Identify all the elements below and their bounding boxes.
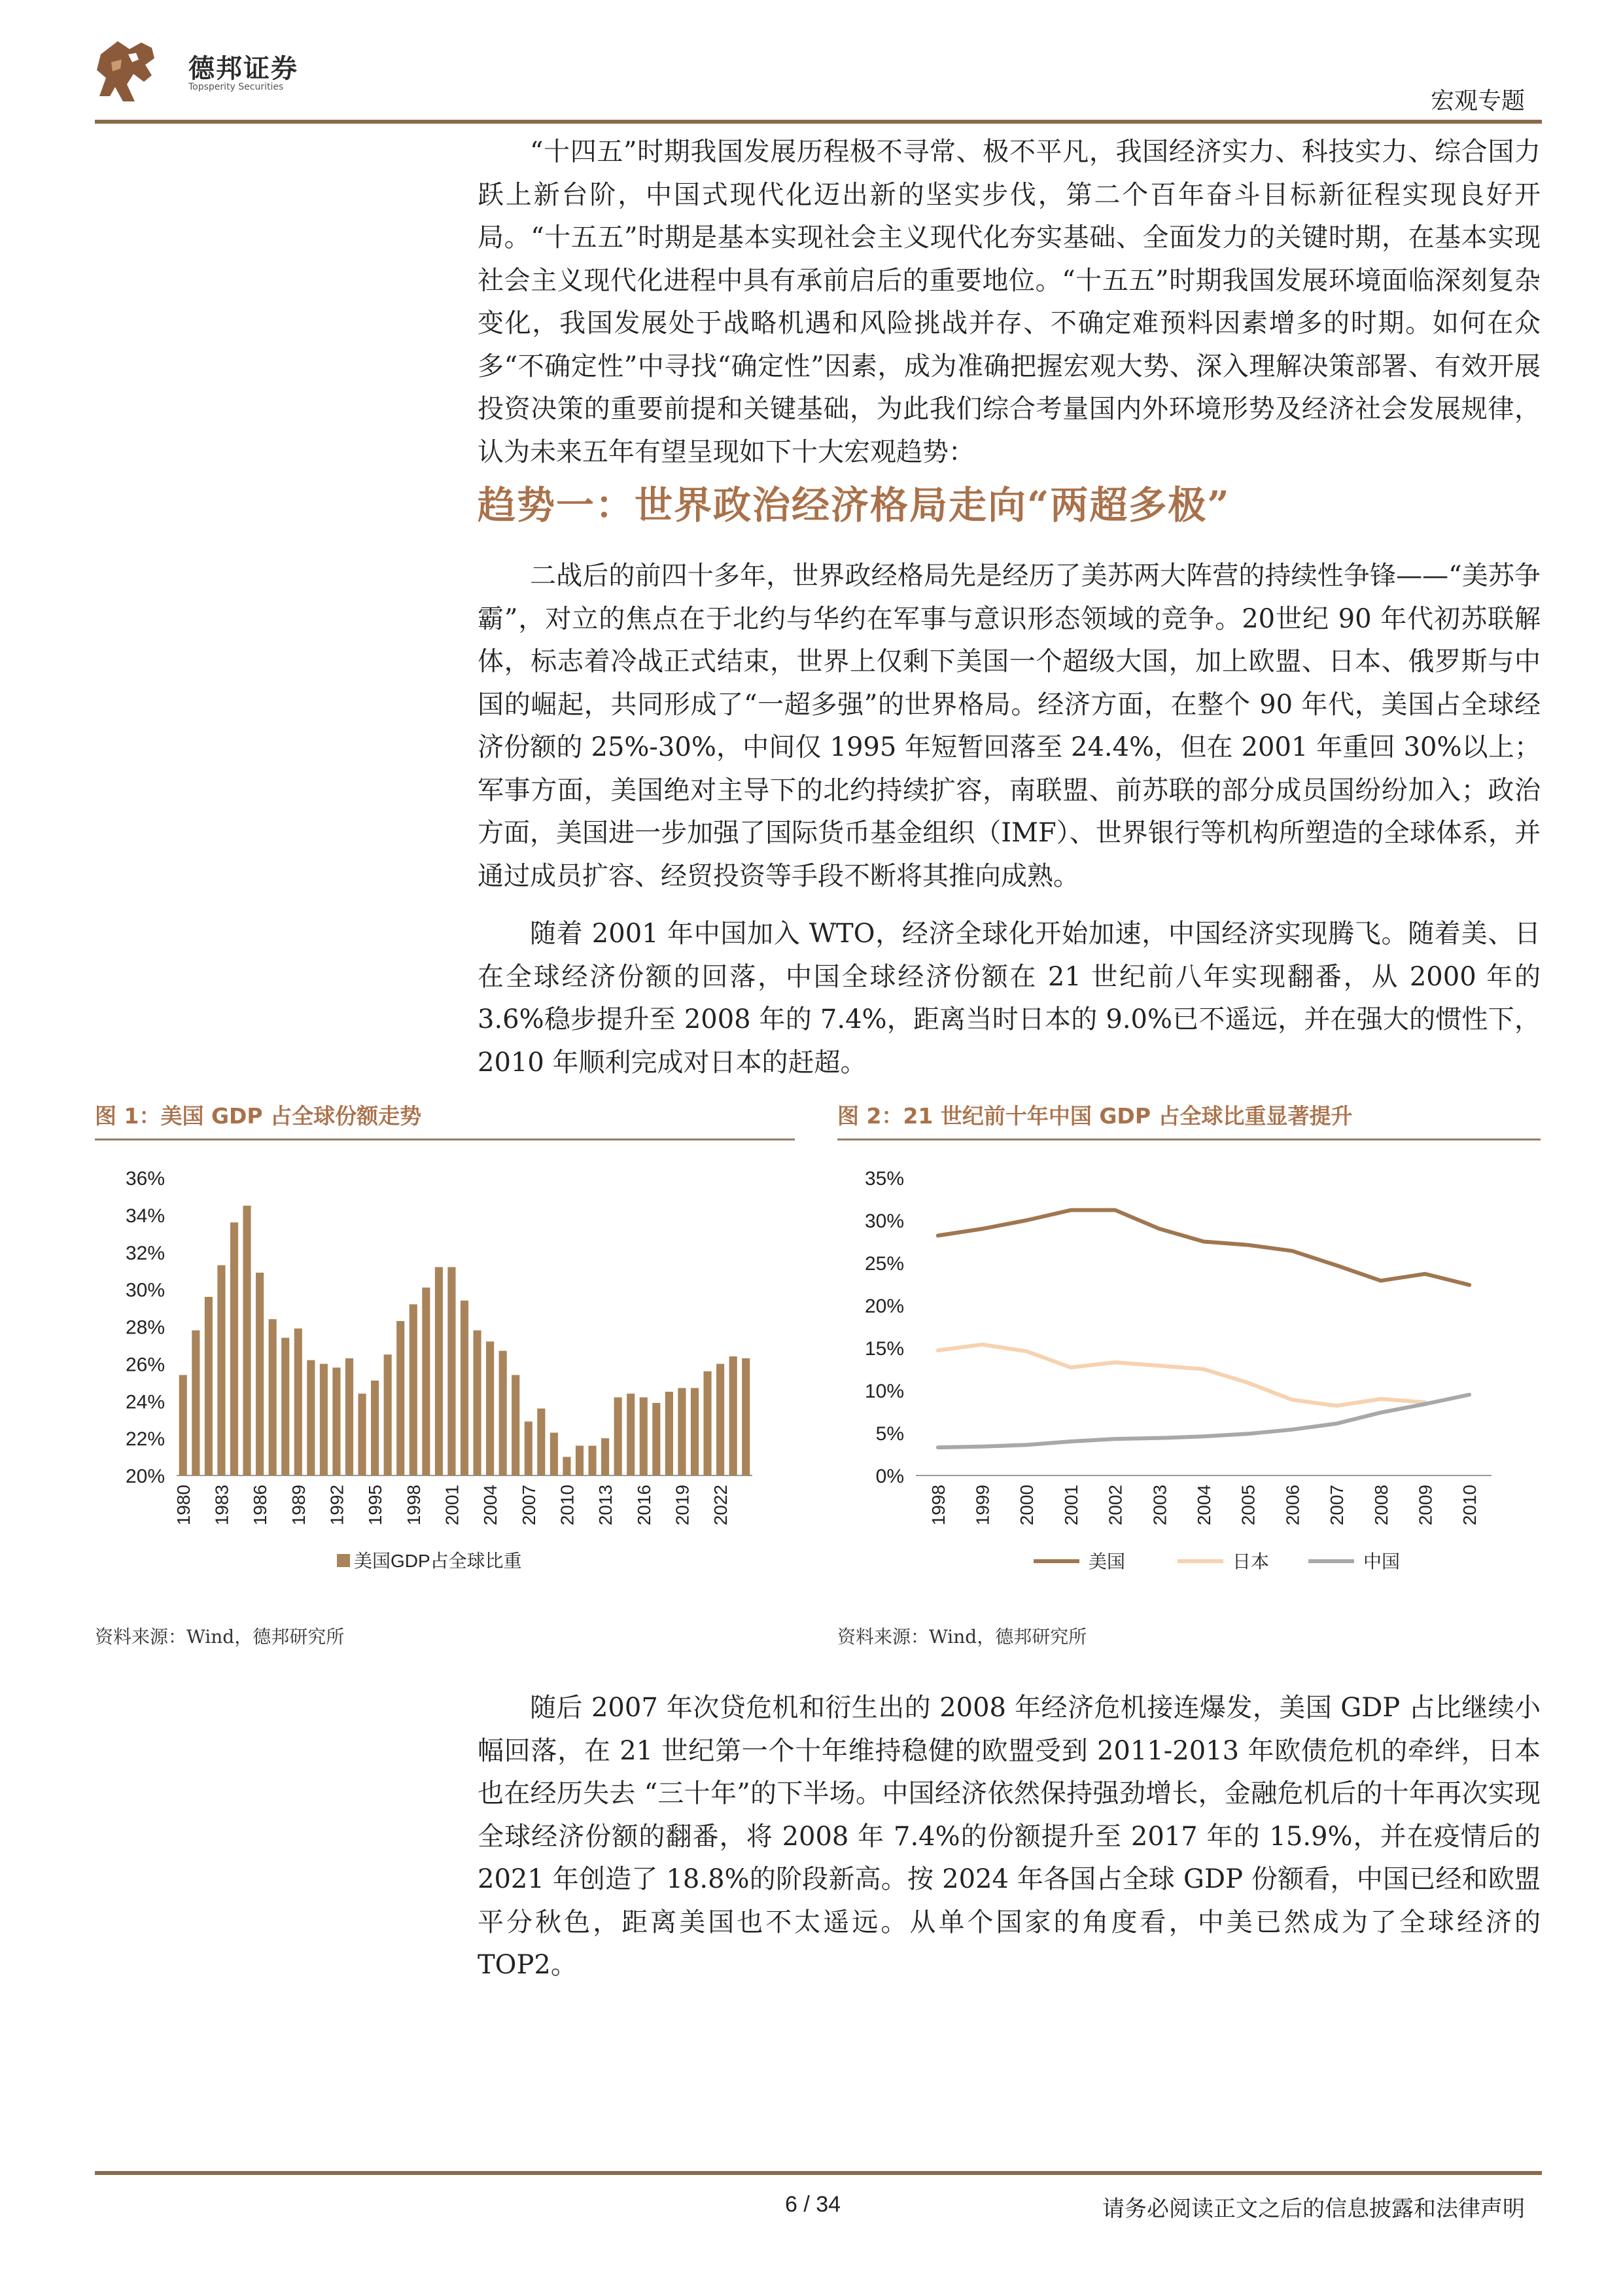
bar xyxy=(371,1381,379,1475)
bar xyxy=(550,1433,558,1475)
x-tick-label: 1989 xyxy=(288,1485,309,1526)
bar xyxy=(358,1394,366,1475)
y-tick-label: 35% xyxy=(864,1168,904,1190)
x-tick-label: 2004 xyxy=(480,1485,501,1526)
x-tick-label: 2019 xyxy=(672,1485,693,1526)
legend-swatch xyxy=(337,1554,350,1567)
x-tick-label: 2013 xyxy=(595,1485,616,1526)
bar xyxy=(588,1446,596,1476)
figure-1-rule xyxy=(95,1139,795,1140)
bar xyxy=(499,1351,507,1475)
bar xyxy=(537,1409,545,1475)
bar xyxy=(703,1371,711,1475)
bar xyxy=(384,1354,392,1475)
x-tick-label: 2007 xyxy=(518,1485,539,1526)
x-tick-label: 2005 xyxy=(1238,1485,1259,1526)
bar xyxy=(179,1375,187,1475)
bar xyxy=(691,1388,699,1475)
y-tick-label: 36% xyxy=(125,1168,165,1190)
bar xyxy=(320,1364,328,1475)
section-heading: 趋势一：世界政治经济格局走向“两超多极” xyxy=(478,483,1230,527)
figure-2-rule xyxy=(837,1139,1541,1140)
bar xyxy=(256,1273,264,1475)
bar xyxy=(281,1338,289,1475)
bar xyxy=(640,1398,648,1475)
bar xyxy=(525,1422,532,1475)
bar xyxy=(230,1222,238,1475)
bar xyxy=(512,1375,519,1475)
x-tick-label: 2010 xyxy=(1459,1485,1480,1526)
x-tick-label: 2008 xyxy=(1370,1485,1391,1526)
bar xyxy=(435,1267,443,1476)
y-tick-label: 30% xyxy=(864,1210,904,1232)
x-tick-label: 2004 xyxy=(1194,1485,1214,1526)
y-tick-label: 0% xyxy=(875,1466,904,1487)
bar xyxy=(447,1267,455,1476)
bar xyxy=(678,1388,686,1475)
bar xyxy=(563,1457,570,1475)
y-tick-label: 32% xyxy=(125,1242,165,1264)
y-tick-label: 5% xyxy=(875,1423,904,1445)
bar xyxy=(192,1330,200,1475)
legend-label: 美国GDP占全球比重 xyxy=(354,1551,522,1571)
y-tick-label: 28% xyxy=(125,1316,165,1339)
bar xyxy=(627,1394,635,1475)
series-line xyxy=(938,1210,1469,1284)
bar xyxy=(742,1358,750,1475)
x-tick-label: 1986 xyxy=(250,1485,271,1526)
bar xyxy=(614,1398,622,1475)
x-tick-label: 1992 xyxy=(326,1485,347,1526)
legend-label: 美国 xyxy=(1089,1551,1126,1572)
series-line xyxy=(938,1345,1425,1406)
bar xyxy=(461,1301,468,1475)
bar xyxy=(410,1304,417,1475)
bar xyxy=(396,1321,404,1475)
figure-2-source: 资料来源：Wind，德邦研究所 xyxy=(837,1626,1087,1648)
intro-paragraph: “十四五”时期我国发展历程极不寻常、极不平凡，我国经济实力、科技实力、综合国力跃上新台阶，中国式现代化迈出新的坚实步伐，第二个百年奋斗目标新征程实现良好开局。“十五五”时期是基本实现社会主义现代化夯实基础、全面发力的关键时期，在基本实现社会主义现代化进程中具有承前启后的重要地位。“十五五”时期我国发展环境面临深刻复杂变化，我国发展处于战略机遇和风险挑战并存、不确定难预料因素增多的时期。如何在众多“不确定性”中寻找“确定性”因素，成为准确把握宏观大势、深入理解决策部署、有效开展投资决策的重要前提和关键基础，为此我们综合考量国内外环境形势及经济社会发展规律，认为未来五年有望呈现如下十大宏观趋势： xyxy=(478,137,1541,467)
x-tick-label: 2007 xyxy=(1327,1485,1348,1526)
y-tick-label: 20% xyxy=(864,1296,904,1317)
figure-1-title: 图 1：美国 GDP 占全球份额走势 xyxy=(95,1103,422,1129)
y-tick-label: 25% xyxy=(864,1253,904,1275)
y-tick-label: 30% xyxy=(125,1279,165,1301)
bar xyxy=(332,1368,340,1475)
x-tick-label: 1983 xyxy=(211,1485,232,1526)
legend-label: 日本 xyxy=(1232,1551,1270,1572)
figure-1-chart xyxy=(95,1145,795,1616)
page-number: 6 / 34 xyxy=(785,2192,841,2217)
figure-2-title: 图 2：21 世纪前十年中国 GDP 占全球比重显著提升 xyxy=(837,1103,1353,1129)
x-tick-label: 1980 xyxy=(173,1485,194,1526)
bar xyxy=(269,1319,277,1475)
x-tick-label: 2016 xyxy=(633,1485,654,1526)
x-tick-label: 1999 xyxy=(972,1485,993,1526)
bar xyxy=(601,1438,609,1475)
bar xyxy=(652,1403,660,1475)
bar xyxy=(576,1446,584,1476)
bar xyxy=(294,1328,302,1475)
brand-logo xyxy=(92,36,298,115)
body-paragraph-3: 随后 2007 年次贷危机和衍生出的 2008 年经济危机接连爆发，美国 GDP 占比继续小幅回落，在 21 世纪第一个十年维持稳健的欧盟受到 2011-2013 年欧债危机的牵绊，日本也在经历失去 “三十年”的下半场。中国经济依然保持强劲增长，金融危机后的十年再次实现全球经济份额的翻番，将 2008 年 7.4%的份额提升至 2017 年的 15.9%，并在疫情后的 2021 年创造了 18.8%的阶段新高。按 2024 年各国占全球 GDP 份额看，中国已经和欧盟平分秋色，距离美国也不太遥远。从单个国家的角度看，中美已然成为了全球经济的 TOP2。 xyxy=(478,1693,1541,1980)
brand-name-en: Topsperity Securities xyxy=(188,82,284,92)
x-tick-label: 1998 xyxy=(928,1485,949,1526)
x-tick-label: 2003 xyxy=(1149,1485,1170,1526)
bar xyxy=(729,1356,737,1475)
bar xyxy=(665,1392,673,1475)
report-type: 宏观专题 xyxy=(1430,88,1525,115)
bar xyxy=(486,1341,494,1475)
legal-disclaimer: 请务必阅读正文之后的信息披露和法律声明 xyxy=(1102,2196,1525,2222)
x-tick-label: 2001 xyxy=(442,1485,462,1526)
y-tick-label: 22% xyxy=(125,1428,165,1451)
figure-2-chart xyxy=(837,1145,1541,1616)
x-tick-label: 2006 xyxy=(1282,1485,1303,1526)
x-tick-label: 1998 xyxy=(403,1485,424,1526)
y-tick-label: 26% xyxy=(125,1354,165,1376)
y-tick-label: 24% xyxy=(125,1391,165,1413)
x-tick-label: 2001 xyxy=(1060,1485,1081,1526)
x-tick-label: 2002 xyxy=(1105,1485,1126,1526)
legend-label: 中国 xyxy=(1363,1551,1401,1572)
bar xyxy=(307,1360,315,1475)
x-tick-label: 2000 xyxy=(1017,1485,1038,1526)
y-tick-label: 15% xyxy=(864,1338,904,1360)
y-tick-label: 34% xyxy=(125,1205,165,1227)
logo-icon xyxy=(92,36,180,108)
x-tick-label: 2009 xyxy=(1415,1485,1436,1526)
brand-name-cn: 德邦证券 xyxy=(188,54,298,84)
bar xyxy=(243,1206,251,1475)
body-paragraph-1: 二战后的前四十多年，世界政经格局先是经历了美苏两大阵营的持续性争锋——“美苏争霸”，对立的焦点在于北约与华约在军事与意识形态领域的竞争。20世纪 90 年代初苏联解体，标志着冷战正式结束，世界上仅剩下美国一个超级大国，加上欧盟、日本、俄罗斯与中国的崛起，共同形成了“一超多强”的世界格局。经济方面，在整个 90 年代，美国占全球经济份额的 25%-30%，中间仅 1995 年短暂回落至 24.4%，但在 2001 年重回 30%以上；军事方面，美国绝对主导下的北约持续扩容，南联盟、前苏联的部分成员国纷纷加入；政治方面，美国进一步加强了国际货币基金组织（IMF）、世界银行等机构所塑造的全球体系，并通过成员扩容、经贸投资等手段不断将其推向成熟。 xyxy=(478,561,1541,891)
y-tick-label: 20% xyxy=(125,1466,165,1487)
x-tick-label: 2010 xyxy=(557,1485,578,1526)
bar xyxy=(716,1364,724,1475)
bar xyxy=(473,1330,481,1475)
footer-rule xyxy=(95,2171,1542,2175)
bar xyxy=(345,1358,353,1475)
header-rule xyxy=(95,120,1542,124)
y-tick-label: 10% xyxy=(864,1381,904,1402)
bar xyxy=(422,1288,430,1475)
x-tick-label: 2022 xyxy=(710,1485,731,1526)
series-line xyxy=(938,1395,1469,1448)
x-tick-label: 1995 xyxy=(365,1485,386,1526)
figure-1-source: 资料来源：Wind，德邦研究所 xyxy=(95,1626,345,1648)
body-paragraph-2: 随着 2001 年中国加入 WTO，经济全球化开始加速，中国经济实现腾飞。随着美、日在全球经济份额的回落，中国全球经济份额在 21 世纪前八年实现翻番，从 2000 年的 3.6%稳步提升至 2008 年的 7.4%，距离当时日本的 9.0%已不遥远，并在强大的惯性下，2010 年顺利完成对日本的赶超。 xyxy=(478,919,1541,1078)
bar xyxy=(205,1297,213,1475)
bar xyxy=(217,1265,225,1475)
